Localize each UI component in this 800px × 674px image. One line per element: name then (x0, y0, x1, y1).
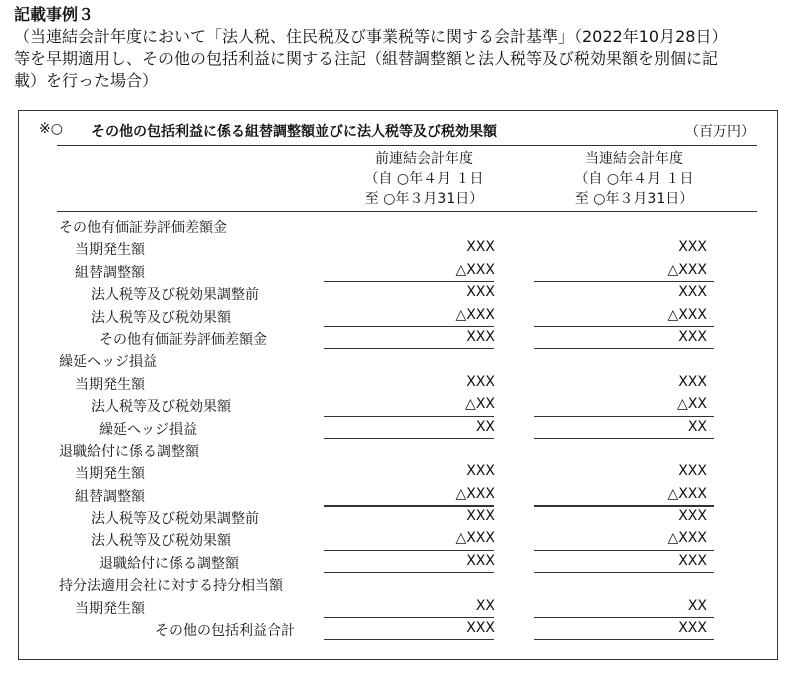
row-label: 法人税等及び税効果調整前 (91, 287, 259, 304)
row-label: 法人税等及び税効果額 (91, 533, 231, 550)
column-header-line: 至 ○年３月31日） (364, 191, 484, 207)
subtotal-rule (324, 281, 494, 282)
row-label: 当期発生額 (75, 242, 145, 259)
row-label: 当期発生額 (75, 466, 145, 483)
table-row (19, 572, 779, 594)
current-year-value: XXX (678, 284, 707, 301)
row-label: その他の包括利益合計 (155, 623, 295, 640)
subtotal-rule (534, 505, 714, 507)
table-row (19, 595, 779, 617)
prior-year-value: XXX (466, 284, 495, 301)
row-label: 退職給付に係る調整額 (99, 555, 239, 572)
current-year-value: XXX (678, 373, 707, 390)
prior-year-value: △XX (465, 396, 495, 413)
column-header-line: 前連結会計年度 (375, 151, 473, 167)
table-heading (39, 121, 759, 141)
prior-year-value: XXX (466, 508, 495, 525)
table-row (19, 214, 779, 236)
table-row (19, 236, 779, 258)
subtotal-rule (534, 348, 714, 349)
row-label: その他有価証券評価差額金 (59, 220, 227, 236)
prior-year-value: XXX (466, 552, 495, 569)
subtotal-rule (534, 438, 714, 439)
table-row (19, 371, 779, 393)
table-row (19, 304, 779, 326)
row-label: 当期発生額 (75, 376, 145, 393)
current-year-value: XXX (678, 508, 707, 525)
row-label: 退職給付に係る調整額 (59, 443, 199, 460)
column-header-line: 当連結会計年度 (585, 151, 683, 167)
current-year-value: XXX (678, 239, 707, 256)
prior-year-value: XX (475, 418, 495, 435)
column-header-line: （自 ○年４月 １日 (364, 171, 484, 187)
subtotal-rule (534, 550, 714, 551)
table-end (19, 639, 779, 643)
total-row (19, 617, 779, 639)
row-label: 組替調整額 (75, 264, 145, 281)
current-year-value: △XX (677, 396, 707, 413)
prior-year-value: XXX (466, 463, 495, 480)
row-label: 法人税等及び税効果額 (91, 399, 231, 416)
current-year-value: △XXX (667, 261, 707, 278)
row-label: 繰延ヘッジ損益 (59, 354, 157, 371)
column-header-prior-year (344, 149, 504, 209)
table-row (19, 393, 779, 415)
subtotal-rule (324, 572, 494, 573)
row-label: 法人税等及び税効果調整前 (91, 511, 259, 528)
intro-line: （当連結会計年度において「法人税、住民税及び事業税等に関する会計基準」（2022年10月28日） (14, 27, 728, 46)
table-row (19, 550, 779, 572)
total-bottom-rule (534, 639, 714, 640)
subtotal-rule (324, 438, 494, 439)
column-header-line: （自 ○年４月 １日 (574, 171, 694, 187)
subtotal-rule (324, 505, 494, 507)
column-header-line: 至 ○年３月31日） (574, 191, 694, 207)
current-year-value: XXX (678, 328, 707, 345)
row-label: 当期発生額 (75, 600, 145, 617)
current-year-value: XXX (678, 552, 707, 569)
column-header-current-year (554, 149, 714, 209)
current-year-value: XXX (678, 463, 707, 480)
unit-label: （百万円） (685, 124, 755, 140)
prior-year-value: △XXX (455, 530, 495, 547)
case-title: 記載事例３ (14, 5, 95, 24)
row-label: 法人税等及び税効果額 (91, 309, 231, 326)
row-label: 持分法適用会社に対する持分相当額 (59, 578, 283, 595)
table-row (19, 259, 779, 281)
intro-line: 等を早期適用し、その他の包括利益に関する注記（組替調整額と法人税等及び税効果額を別個に記 (14, 49, 719, 68)
subtotal-rule (534, 326, 714, 327)
prior-year-value: △XXX (455, 306, 495, 323)
prior-year-value: XXX (466, 239, 495, 256)
row-label: 組替調整額 (75, 488, 145, 505)
subtotal-rule (534, 281, 714, 282)
table-body (19, 214, 779, 643)
subtotal-rule (324, 617, 494, 618)
header-top-rule (57, 145, 757, 146)
prior-year-value: XXX (466, 373, 495, 390)
table-row (19, 460, 779, 482)
header-bottom-rule (57, 211, 757, 212)
table-row (19, 438, 779, 460)
prior-year-value: XX (475, 597, 495, 614)
note-mark: ※○ (39, 121, 63, 137)
subtotal-rule (324, 348, 494, 349)
intro-line: 載）を行った場合） (14, 71, 159, 90)
prior-year-value: XXX (466, 620, 495, 637)
subtotal-rule (324, 326, 494, 327)
current-year-value: △XXX (667, 530, 707, 547)
table-row (19, 348, 779, 370)
subtotal-rule (534, 416, 714, 417)
table-row (19, 326, 779, 348)
subtotal-rule (324, 550, 494, 551)
subtotal-rule (534, 572, 714, 573)
current-year-value: XX (687, 597, 707, 614)
prior-year-value: △XXX (455, 485, 495, 502)
prior-year-value: XXX (466, 328, 495, 345)
row-label: 繰延ヘッジ損益 (99, 421, 197, 438)
current-year-value: XX (687, 418, 707, 435)
table-row (19, 527, 779, 549)
current-year-value: △XXX (667, 485, 707, 502)
table-row (19, 483, 779, 505)
total-bottom-rule (324, 639, 494, 640)
subtotal-rule (324, 416, 494, 417)
note-table-frame (18, 110, 778, 660)
subtotal-rule (534, 617, 714, 618)
prior-year-value: △XXX (455, 261, 495, 278)
table-row (19, 505, 779, 527)
intro-text (14, 4, 794, 92)
current-year-value: XXX (678, 620, 707, 637)
current-year-value: △XXX (667, 306, 707, 323)
table-row (19, 281, 779, 303)
table-row (19, 416, 779, 438)
table-title: その他の包括利益に係る組替調整額並びに法人税等及び税効果額 (91, 124, 497, 140)
row-label: その他有価証券評価差額金 (99, 331, 267, 348)
